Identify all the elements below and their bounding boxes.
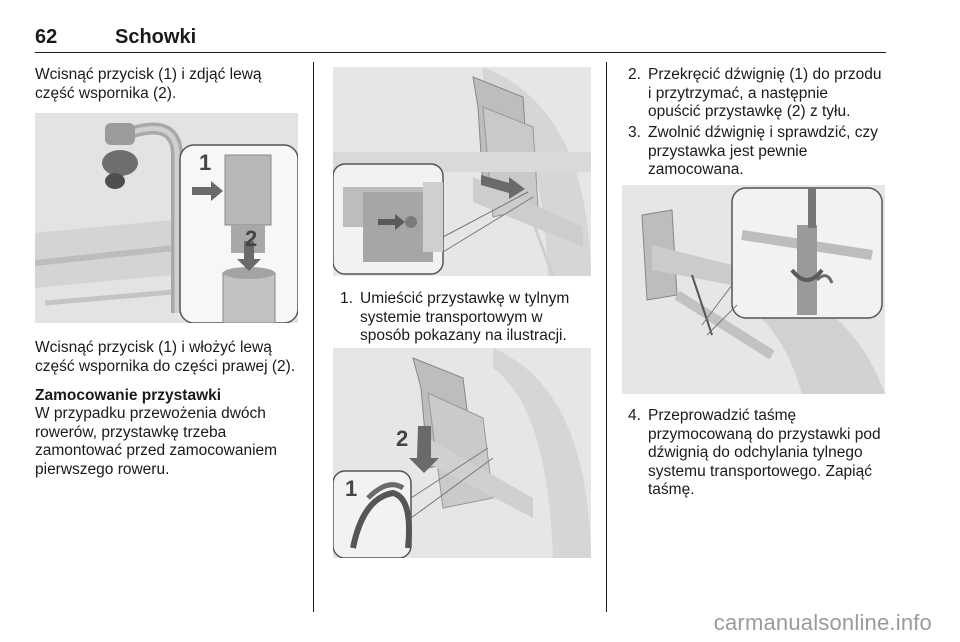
- section-title: Schowki: [115, 26, 197, 48]
- callout-2: 2: [396, 426, 409, 451]
- step-text: Przekręcić dźwignię (1) do przodu i przytrzymać, a następnie opuścić przystawkę (2) z tyłu.: [648, 66, 882, 120]
- step-text: Przeprowadzić taśmę przymocowaną do przystawki pod dźwignią do odchylania tylnego systemu transportowego. Zapiąć taśmę.: [648, 407, 881, 498]
- figure-strap-fastening: [622, 185, 885, 394]
- instruction-insert-left-part: Wcisnąć przycisk (1) i włożyć lewą część wspornika do części prawej (2).: [35, 339, 296, 375]
- step-number: 1.: [340, 290, 353, 307]
- step-text: Zwolnić dźwignię i sprawdzić, czy przystawka jest pewnie zamocowana.: [648, 124, 878, 178]
- instruction-remove-left-part: Wcisnąć przycisk (1) i zdjąć lewą część wspornika (2).: [35, 66, 262, 102]
- column-divider-left: [313, 62, 314, 612]
- subheading-attachment-mounting: Zamocowanie przystawki: [35, 387, 222, 404]
- step-number: 3.: [628, 124, 641, 141]
- figure-lever-release: [333, 348, 591, 558]
- callout-1: 1: [199, 150, 212, 175]
- figure-bracket-removal: [35, 113, 298, 323]
- figure-attachment-placement: [333, 67, 591, 276]
- page-number: 62: [35, 26, 58, 48]
- column-divider-right: [606, 62, 607, 612]
- paragraph-two-bikes: W przypadku przewożenia dwóch rowerów, przystawkę trzeba zamontować przed zamocowaniem pierwszego roweru.: [35, 405, 278, 478]
- step-number: 4.: [628, 407, 641, 424]
- page-header: [35, 26, 886, 53]
- step-text: Umieścić przystawkę w tylnym systemie transportowym w sposób pokazany na ilustracji.: [360, 290, 570, 344]
- step-number: 2.: [628, 66, 641, 83]
- callout-1: 1: [345, 476, 358, 501]
- callout-2: 2: [245, 226, 258, 251]
- watermark: carmanualsonline.info: [713, 610, 932, 635]
